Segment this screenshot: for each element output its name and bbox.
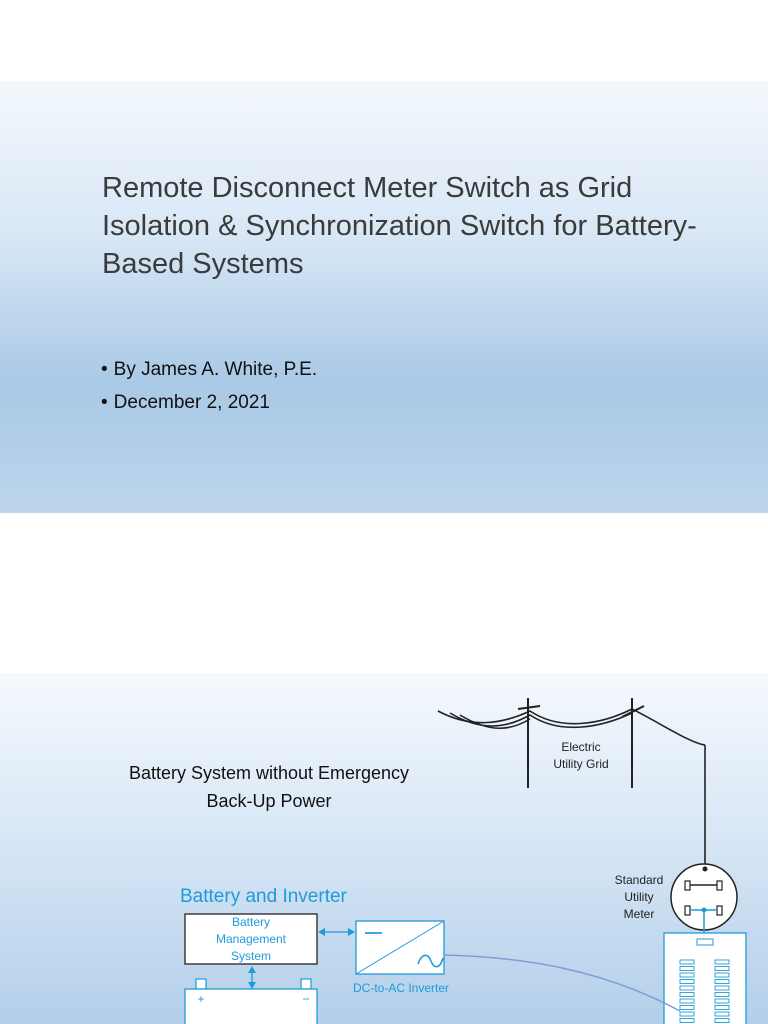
slide-title: Remote Disconnect Meter Switch as Grid Isolation & Synchronization Switch for Battery-Based Systems [102, 172, 697, 280]
meter-label-1: Standard [614, 873, 664, 887]
electrical-panel [664, 933, 746, 1024]
system-diagram [0, 673, 768, 1024]
bms-battery-arrow-icon [248, 966, 256, 989]
ac-feed-line [444, 955, 680, 1011]
slide-subtitle: Battery System without Emergency Back-Up Power [128, 763, 410, 811]
bullet-author [101, 353, 317, 386]
bullet-dot-icon: • [101, 392, 108, 413]
bullet-dot-icon: • [101, 359, 108, 380]
bms-inverter-arrow-icon [318, 928, 355, 936]
title-slide [0, 81, 768, 513]
battery-minus-label: − [302, 992, 310, 1006]
battery-inverter-heading: Battery and Inverter [180, 886, 347, 907]
meter-label-3: Meter [623, 907, 655, 921]
utility-pole-left [518, 698, 540, 788]
bms-label-2: Management [215, 932, 287, 946]
bullet-date [101, 386, 317, 419]
utility-meter [671, 864, 737, 935]
bms-label-1: Battery [231, 915, 271, 929]
author-text: By James A. White, P.E. [113, 359, 318, 380]
grid-label-1: Electric [561, 740, 601, 754]
battery-plus-label: + [197, 992, 205, 1006]
inverter-label: DC-to-AC Inverter [352, 981, 450, 995]
meter-label-2: Utility [624, 890, 654, 904]
bms-label-3: System [230, 949, 272, 963]
date-text: December 2, 2021 [113, 392, 270, 413]
diagram-slide [0, 673, 768, 1024]
grid-label-2: Utility Grid [553, 757, 609, 771]
inverter-box [356, 921, 444, 974]
bullet-list [101, 353, 317, 419]
